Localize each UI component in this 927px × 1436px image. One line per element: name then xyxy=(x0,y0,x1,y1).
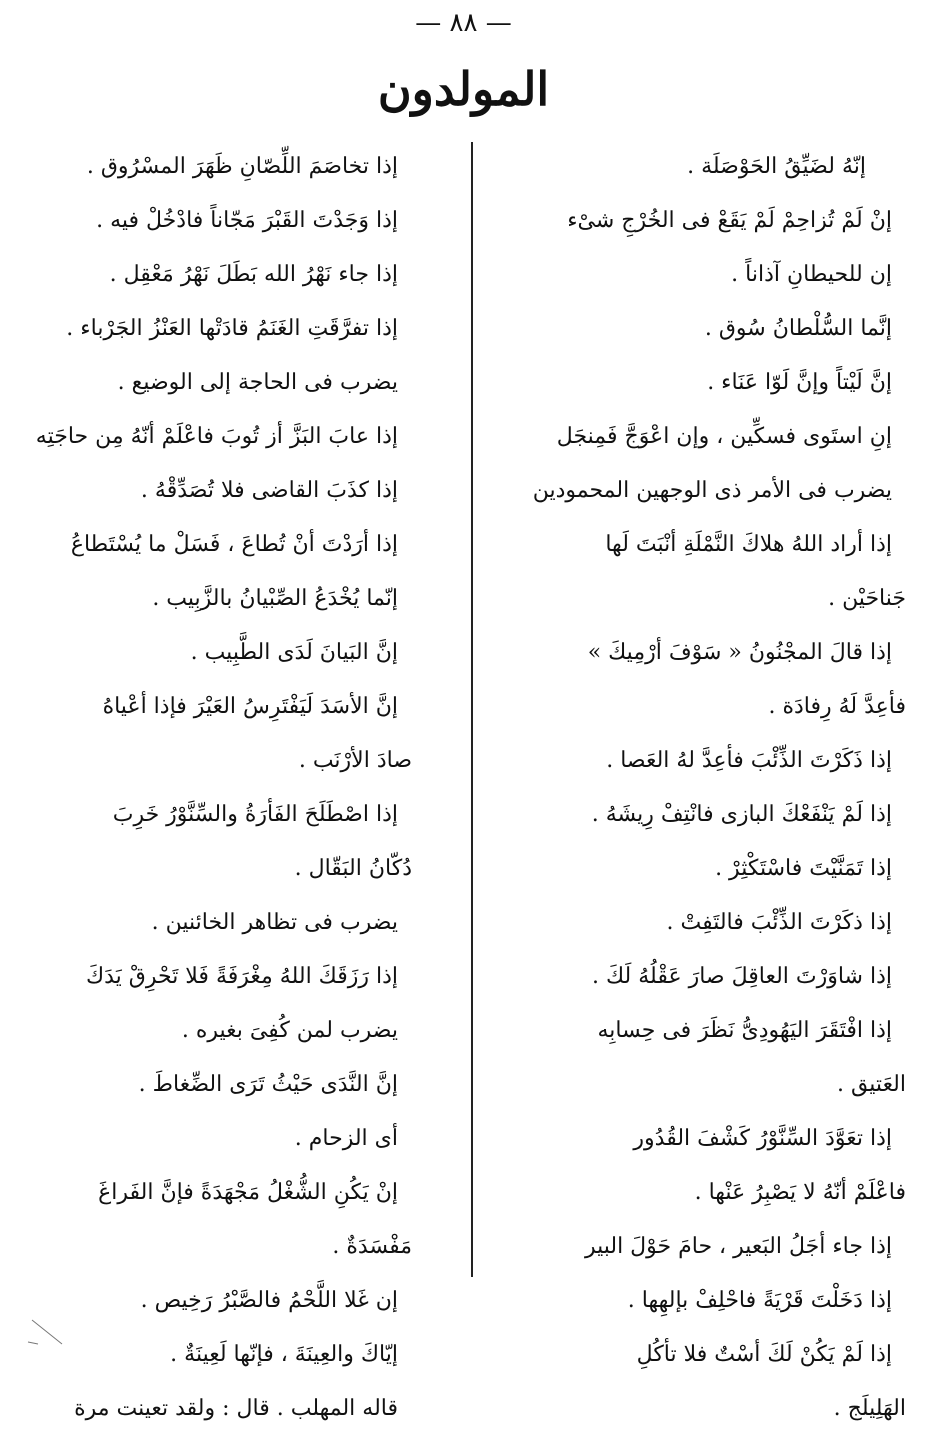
left-column-line: إذا تفرَّقَتِ الغَنَمُ قادَتْها العَنْزُ الجَرْباء . xyxy=(66,316,398,341)
left-column-line: إذا جاء نَهْرُ الله بَطَلَ نَهْرُ مَعْقِل . xyxy=(109,262,398,287)
left-column-line: إذا وَجَدْتَ القَبْرَ مَجّاناً فادْخُلْ فيه . xyxy=(96,208,398,233)
right-column-line: إذا تَمَنَّيْتَ فاسْتَكْثِرْ . xyxy=(715,856,892,881)
right-column-line: إن للحيطانِ آذاناً . xyxy=(731,262,892,287)
left-column-line: يضرب لمن كُفِىَ بغيره . xyxy=(181,1018,398,1043)
left-column-line: مَفْسَدَةٌ . xyxy=(332,1234,412,1259)
left-column-line: إنَّ النَّدَى حَيْثُ تَرَى الضِّغاطَ . xyxy=(138,1072,398,1097)
left-column-line: قاله المهلب . قال : ولقد تعينت مرة xyxy=(74,1396,398,1421)
right-column-line: يضرب فى الأمر ذى الوجهين المحمودين xyxy=(532,478,892,503)
right-column-line: إنّهُ لضَيِّقُ الحَوْصَلَة . xyxy=(687,154,866,179)
left-column-line: إن غَلا اللَّحْمُ فالصَّبْرُ رَخِيص . xyxy=(140,1288,398,1313)
right-column-line: إذا ذكَرْتَ الذِّئْبَ فالتَفِتْ . xyxy=(666,910,892,935)
left-column-line: إذا اصْطَلَحَ الفَأرَةُ والسِّنَّوْرُ خَرِبَ xyxy=(112,802,398,827)
left-column-line: يضرب فى الحاجة إلى الوضيع . xyxy=(117,370,398,395)
right-column-line: إنْ لَمْ تُزاحِمْ لَمْ يَقَعْ فى الخُرْجِ شىْء xyxy=(567,208,892,233)
left-column-line: دُكّانُ البَقّال . xyxy=(294,856,412,881)
right-column-line: إذا قالَ المجْنُونُ « سَوْفَ أرْمِيكَ » xyxy=(587,640,892,665)
right-column-line: إذا ذَكَرْتَ الذِّئْبَ فأعِدَّ لهُ العَصا . xyxy=(606,748,892,773)
right-column-line: فاعْلَمْ أنّهُ لا يَصْبِرُ عَنْها . xyxy=(694,1180,906,1205)
stray-pen-mark xyxy=(28,1318,68,1348)
left-column-line: يضرب فى تظاهر الخائنين . xyxy=(151,910,398,935)
right-column-line: إذا دَخَلْتَ قَرْيَةً فاحْلِفْ بإلهِها . xyxy=(627,1288,892,1313)
left-column xyxy=(35,140,412,1436)
right-column-line: إذا لَمْ يَنْفَعْكَ البازى فانْتِفْ رِيشَهُ . xyxy=(591,802,892,827)
chapter-title: المولدون xyxy=(377,62,550,116)
right-column-line: جَناحَيْن . xyxy=(828,586,906,611)
right-column-line: إنَّما السُّلْطانُ سُوق . xyxy=(704,316,892,341)
left-column-line: إنَّ الأسَدَ لَيَفْتَرِسُ العَيْرَ فإذا أعْياهُ xyxy=(102,694,398,719)
right-column-line: إنَّ لَيْتاً وإنَّ لَوّا عَنَاء . xyxy=(707,370,892,395)
right-column-line: العَتيق . xyxy=(836,1072,906,1097)
right-column-line: إذا شاوَرْتَ العاقِلَ صارَ عَقْلُهُ لَكَ . xyxy=(592,964,892,989)
right-column-line: فأعِدَّ لَهُ رِفادَة . xyxy=(768,694,906,719)
right-column-line: إذا لَمْ يَكُنْ لَكَ أسْتٌ فلا تأكُلِ xyxy=(636,1342,892,1367)
left-column-line: إذا تخاصَمَ اللِّصّانِ ظَهَرَ المسْرُوق . xyxy=(86,154,398,179)
left-column-line: إيّاكَ والعِينَةَ ، فإنّها لَعِينَةٌ . xyxy=(170,1342,398,1367)
right-column-line: إذا تعَوَّدَ السِّنَّوْرُ كَشْفَ القُدُور xyxy=(633,1126,892,1151)
column-divider xyxy=(471,142,473,1277)
right-column-line: إنِ استَوى فسكِّين ، وإن اعْوَجَّ فَمِنجَل xyxy=(556,424,892,449)
right-column-line: إذا أراد اللهُ هلاكَ النَّمْلَةِ أنْبَتَ لَها xyxy=(605,532,892,557)
right-column-line: الهَلِيلَج . xyxy=(833,1396,906,1421)
left-column-line: إذا رَزَقَكَ اللهُ مِغْرَفَةً فَلا تَحْرِقْ يَدَكَ xyxy=(85,964,398,989)
right-column-line: إذا جاء أجَلُ البَعير ، حامَ حَوْلَ البير xyxy=(584,1234,892,1259)
left-column-line: إذا عابَ البَزَّ أز تُوبَ فاعْلَمْ أنّهُ مِن حاجَتِه xyxy=(35,424,398,449)
left-column-line: صادَ الأرْنَب . xyxy=(298,748,412,773)
page-number: — ٨٨ — xyxy=(415,8,512,38)
left-column-line: أى الزحام . xyxy=(294,1126,398,1151)
right-column-line: إذا افْتَقَرَ اليَهُودِىُّ نَظَرَ فى حِسابِه xyxy=(597,1018,892,1043)
left-column-line: إنَّ البَيانَ لَدَى الطَّبِيب . xyxy=(190,640,398,665)
left-column-line: إذا أرَدْتَ أنْ تُطاعَ ، فَسَلْ ما يُسْتَطاعُ xyxy=(70,532,398,557)
left-column-line: إذا كذَبَ القاضى فلا تُصَدِّقْهُ . xyxy=(140,478,398,503)
right-column xyxy=(488,140,906,1436)
left-column-line: إنْ يَكُنِ الشُّغْلُ مَجْهَدَةً فإنَّ الفَراغَ xyxy=(98,1180,398,1205)
left-column-line: إنّما يُخْدَعُ الصِّبْيانُ بالزَّبِيب . xyxy=(152,586,398,611)
